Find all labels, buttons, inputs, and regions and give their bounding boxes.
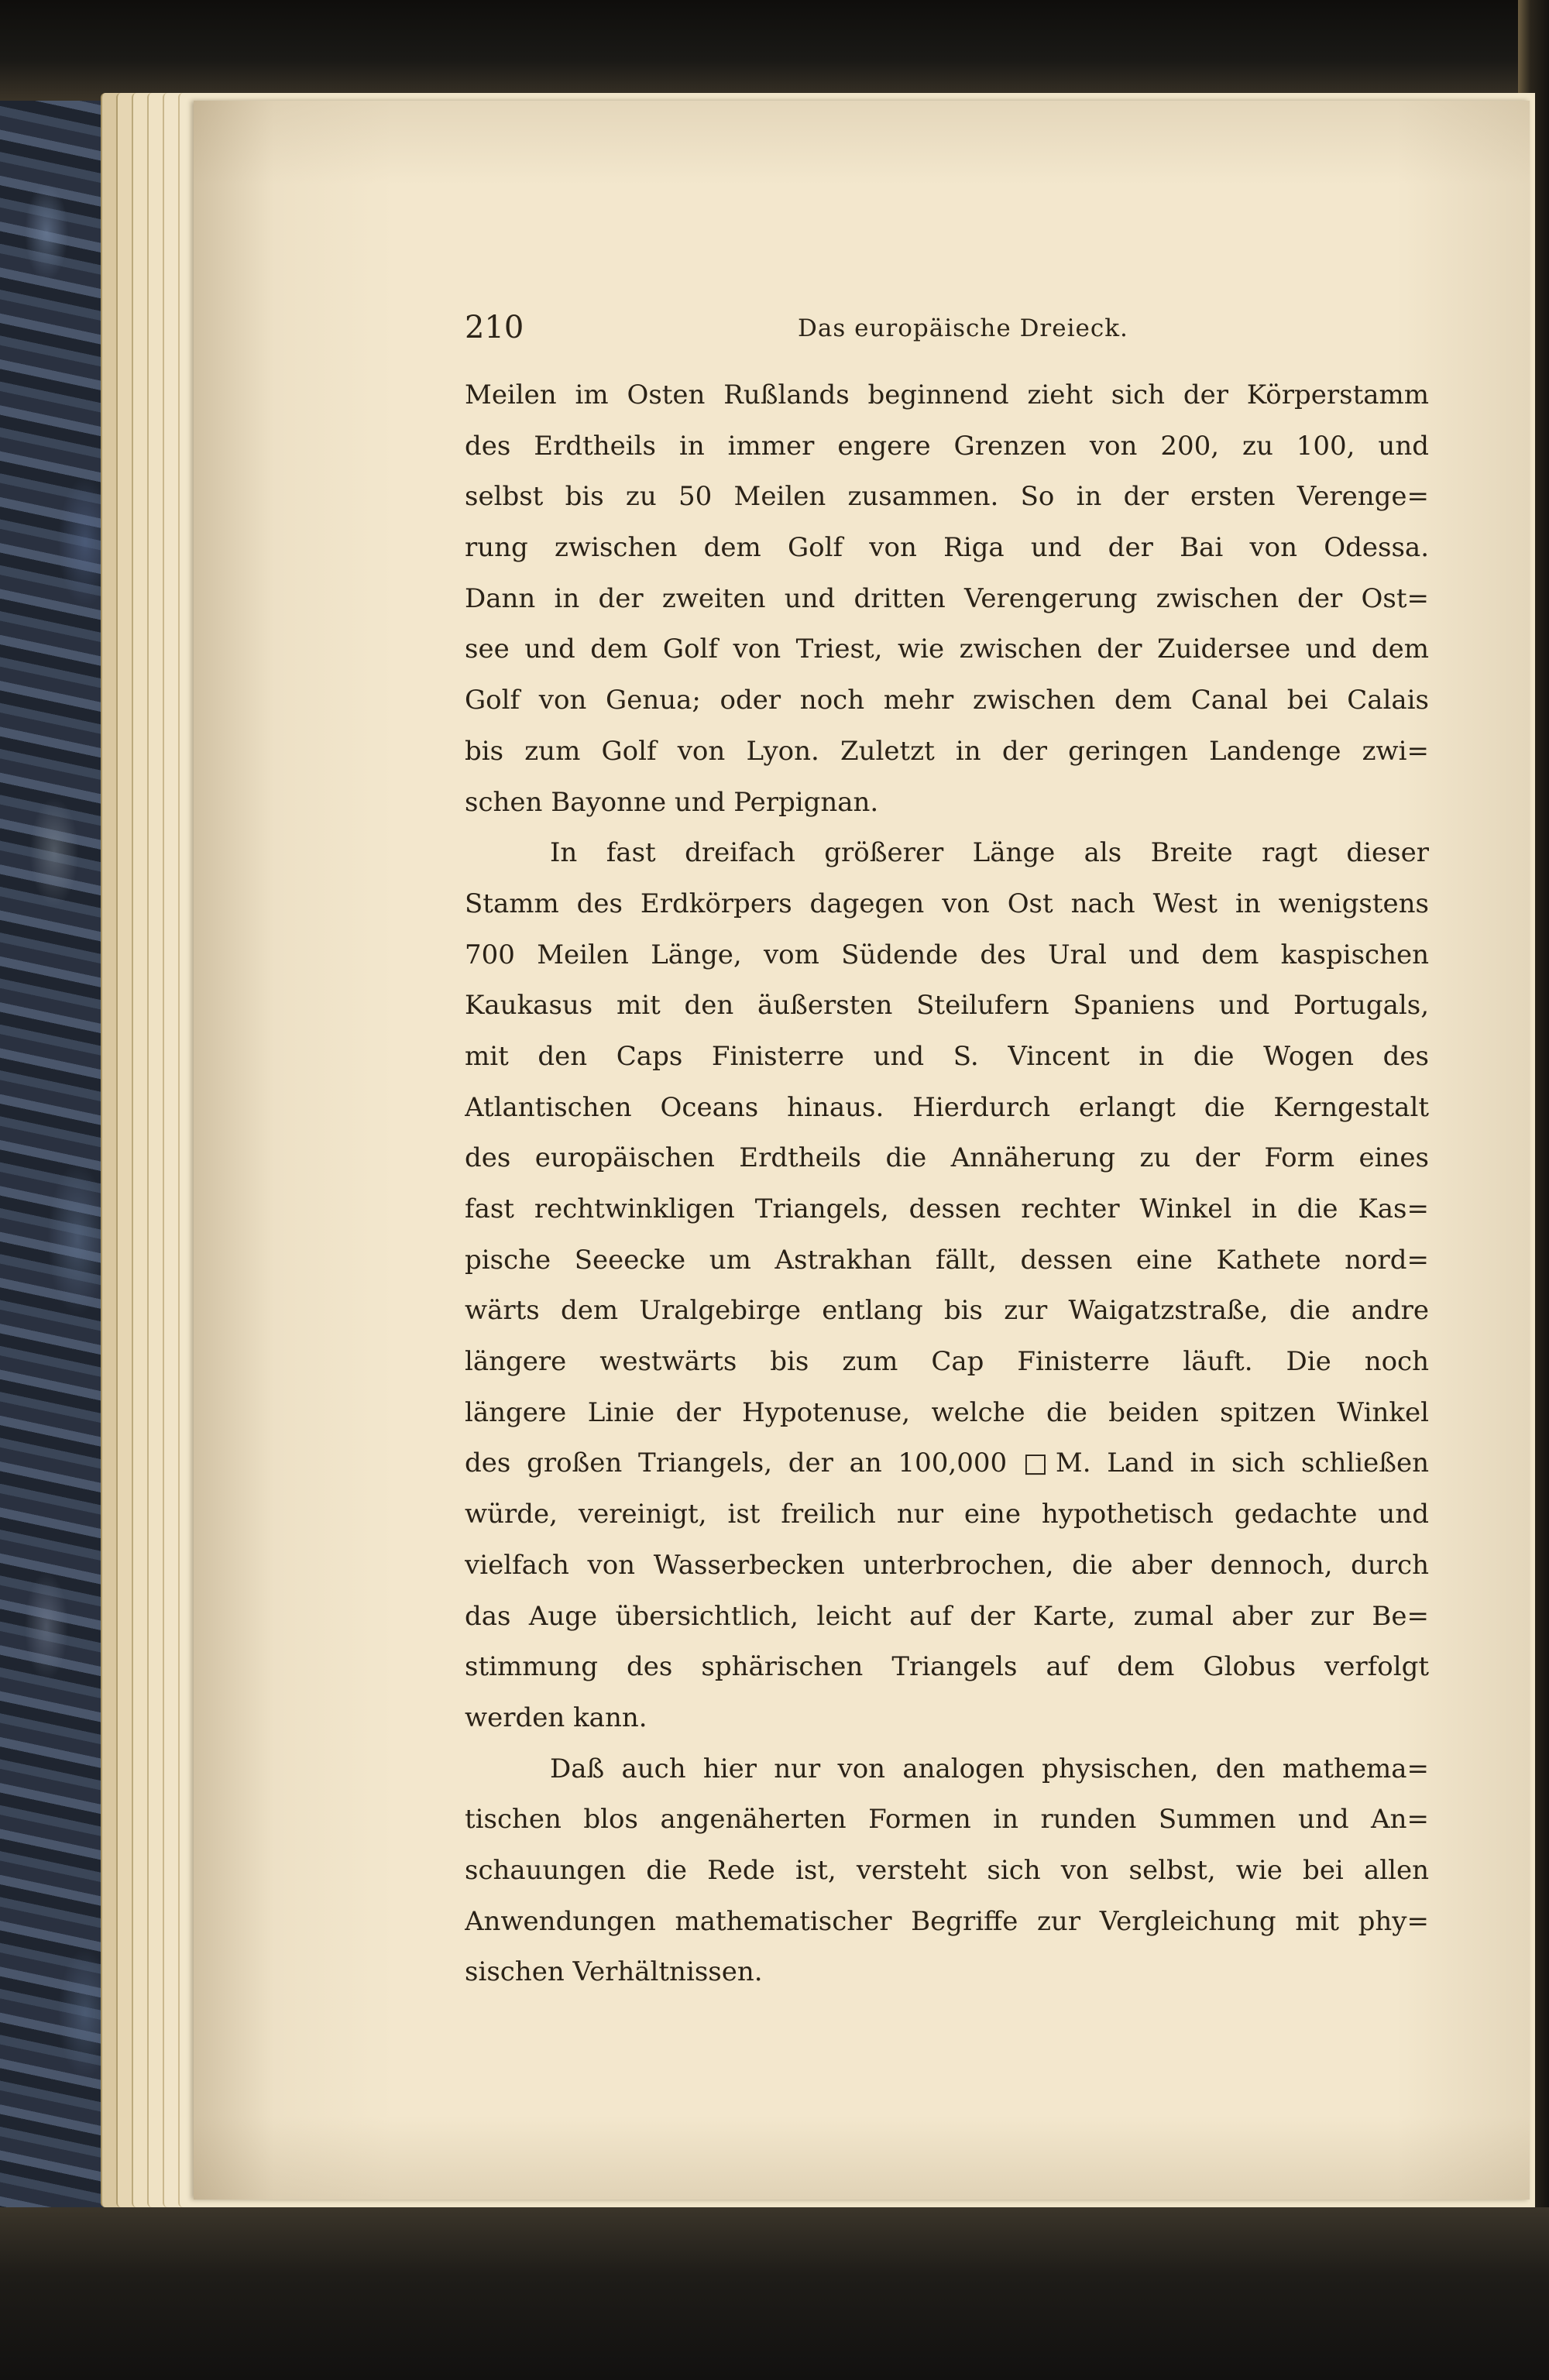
text-line: des Erdtheils in immer engere Grenzen von 200, zu 100, und [465,430,1429,462]
text-line: längere westwärts bis zum Cap Finisterre läuft. Die noch [465,1346,1429,1378]
text-line: längere Linie der Hypotenuse, welche die beiden spitzen Winkel [465,1396,1429,1428]
text-line: pische Seeecke um Astrakhan fällt, dessen eine Kathete nord= [465,1244,1429,1276]
running-head: Das europäische Dreieck. [798,314,1128,342]
text-line: Atlantischen Oceans hinaus. Hierdurch erlangt die Kerngestalt [465,1091,1429,1123]
text-line: wärts dem Uralgebirge entlang bis zur Waigatzstraße, die andre [465,1295,1429,1327]
bottom-shadow [0,2207,1549,2380]
text-line: Kaukasus mit den äußersten Steilufern Spaniens und Portugals, [465,990,1429,1022]
page-number: 210 [465,310,524,345]
text-line: werden kann. [465,1702,647,1733]
text-line: stimmung des sphärischen Triangels auf dem Globus verfolgt [465,1651,1429,1683]
paragraph [465,1744,1429,1998]
text-line: In fast dreifach größerer Länge als Breite ragt dieser [550,837,1429,869]
text-line: Stamm des Erdkörpers dagegen von Ost nach West in wenigstens [465,888,1429,919]
text-line: schauungen die Rede ist, versteht sich von selbst, wie bei allen [465,1854,1429,1886]
text-line: des europäischen Erdtheils die Annäherung zu der Form eines [465,1142,1429,1174]
text-line: das Auge übersichtlich, leicht auf der Karte, zumal aber zur Be= [465,1600,1429,1632]
text-line: mit den Caps Finisterre und S. Vincent in die Wogen des [465,1040,1429,1072]
text-line: tischen blos angenäherten Formen in runden Summen und An= [465,1804,1429,1836]
text-line: sischen Verhältnissen. [465,1956,763,1988]
top-shadow [0,0,1549,101]
text-line: 700 Meilen Länge, vom Südende des Ural und dem kaspischen [465,939,1429,970]
text-line: Golf von Genua; oder noch mehr zwischen dem Canal bei Calais [465,685,1429,716]
text-line: fast rechtwinkligen Triangels, dessen rechter Winkel in die Kas= [465,1193,1429,1224]
text-line: Daß auch hier nur von analogen physischen, den mathema= [550,1753,1429,1784]
text-line: Meilen im Osten Rußlands beginnend zieht sich der Körperstamm [465,379,1429,410]
text-line: rung zwischen dem Golf von Riga und der Bai von Odessa. [465,532,1429,564]
text-line: würde, vereinigt, ist freilich nur eine hypothetisch gedachte und [465,1499,1429,1530]
text-line: des großen Triangels, der an 100,000 □M. Land in sich schließen [465,1448,1429,1479]
text-line: bis zum Golf von Lyon. Zuletzt in der geringen Landenge zwi= [465,735,1429,767]
paragraph [465,828,1429,1743]
text-line: see und dem Golf von Triest, wie zwischen der Zuidersee und dem [465,634,1429,665]
text-line: Dann in der zweiten und dritten Verengerung zwischen der Ost= [465,582,1429,614]
text-line: vielfach von Wasserbecken unterbrochen, die aber dennoch, durch [465,1549,1429,1581]
text-line: Anwendungen mathematischer Begriffe zur Vergleichung mit phy= [465,1905,1429,1937]
page-header [465,310,1534,356]
text-line: selbst bis zu 50 Meilen zusammen. So in der ersten Verenge= [465,481,1429,513]
text-line: schen Bayonne und Perpignan. [465,786,879,818]
body-text [465,370,1429,1998]
paragraph [465,370,1429,828]
